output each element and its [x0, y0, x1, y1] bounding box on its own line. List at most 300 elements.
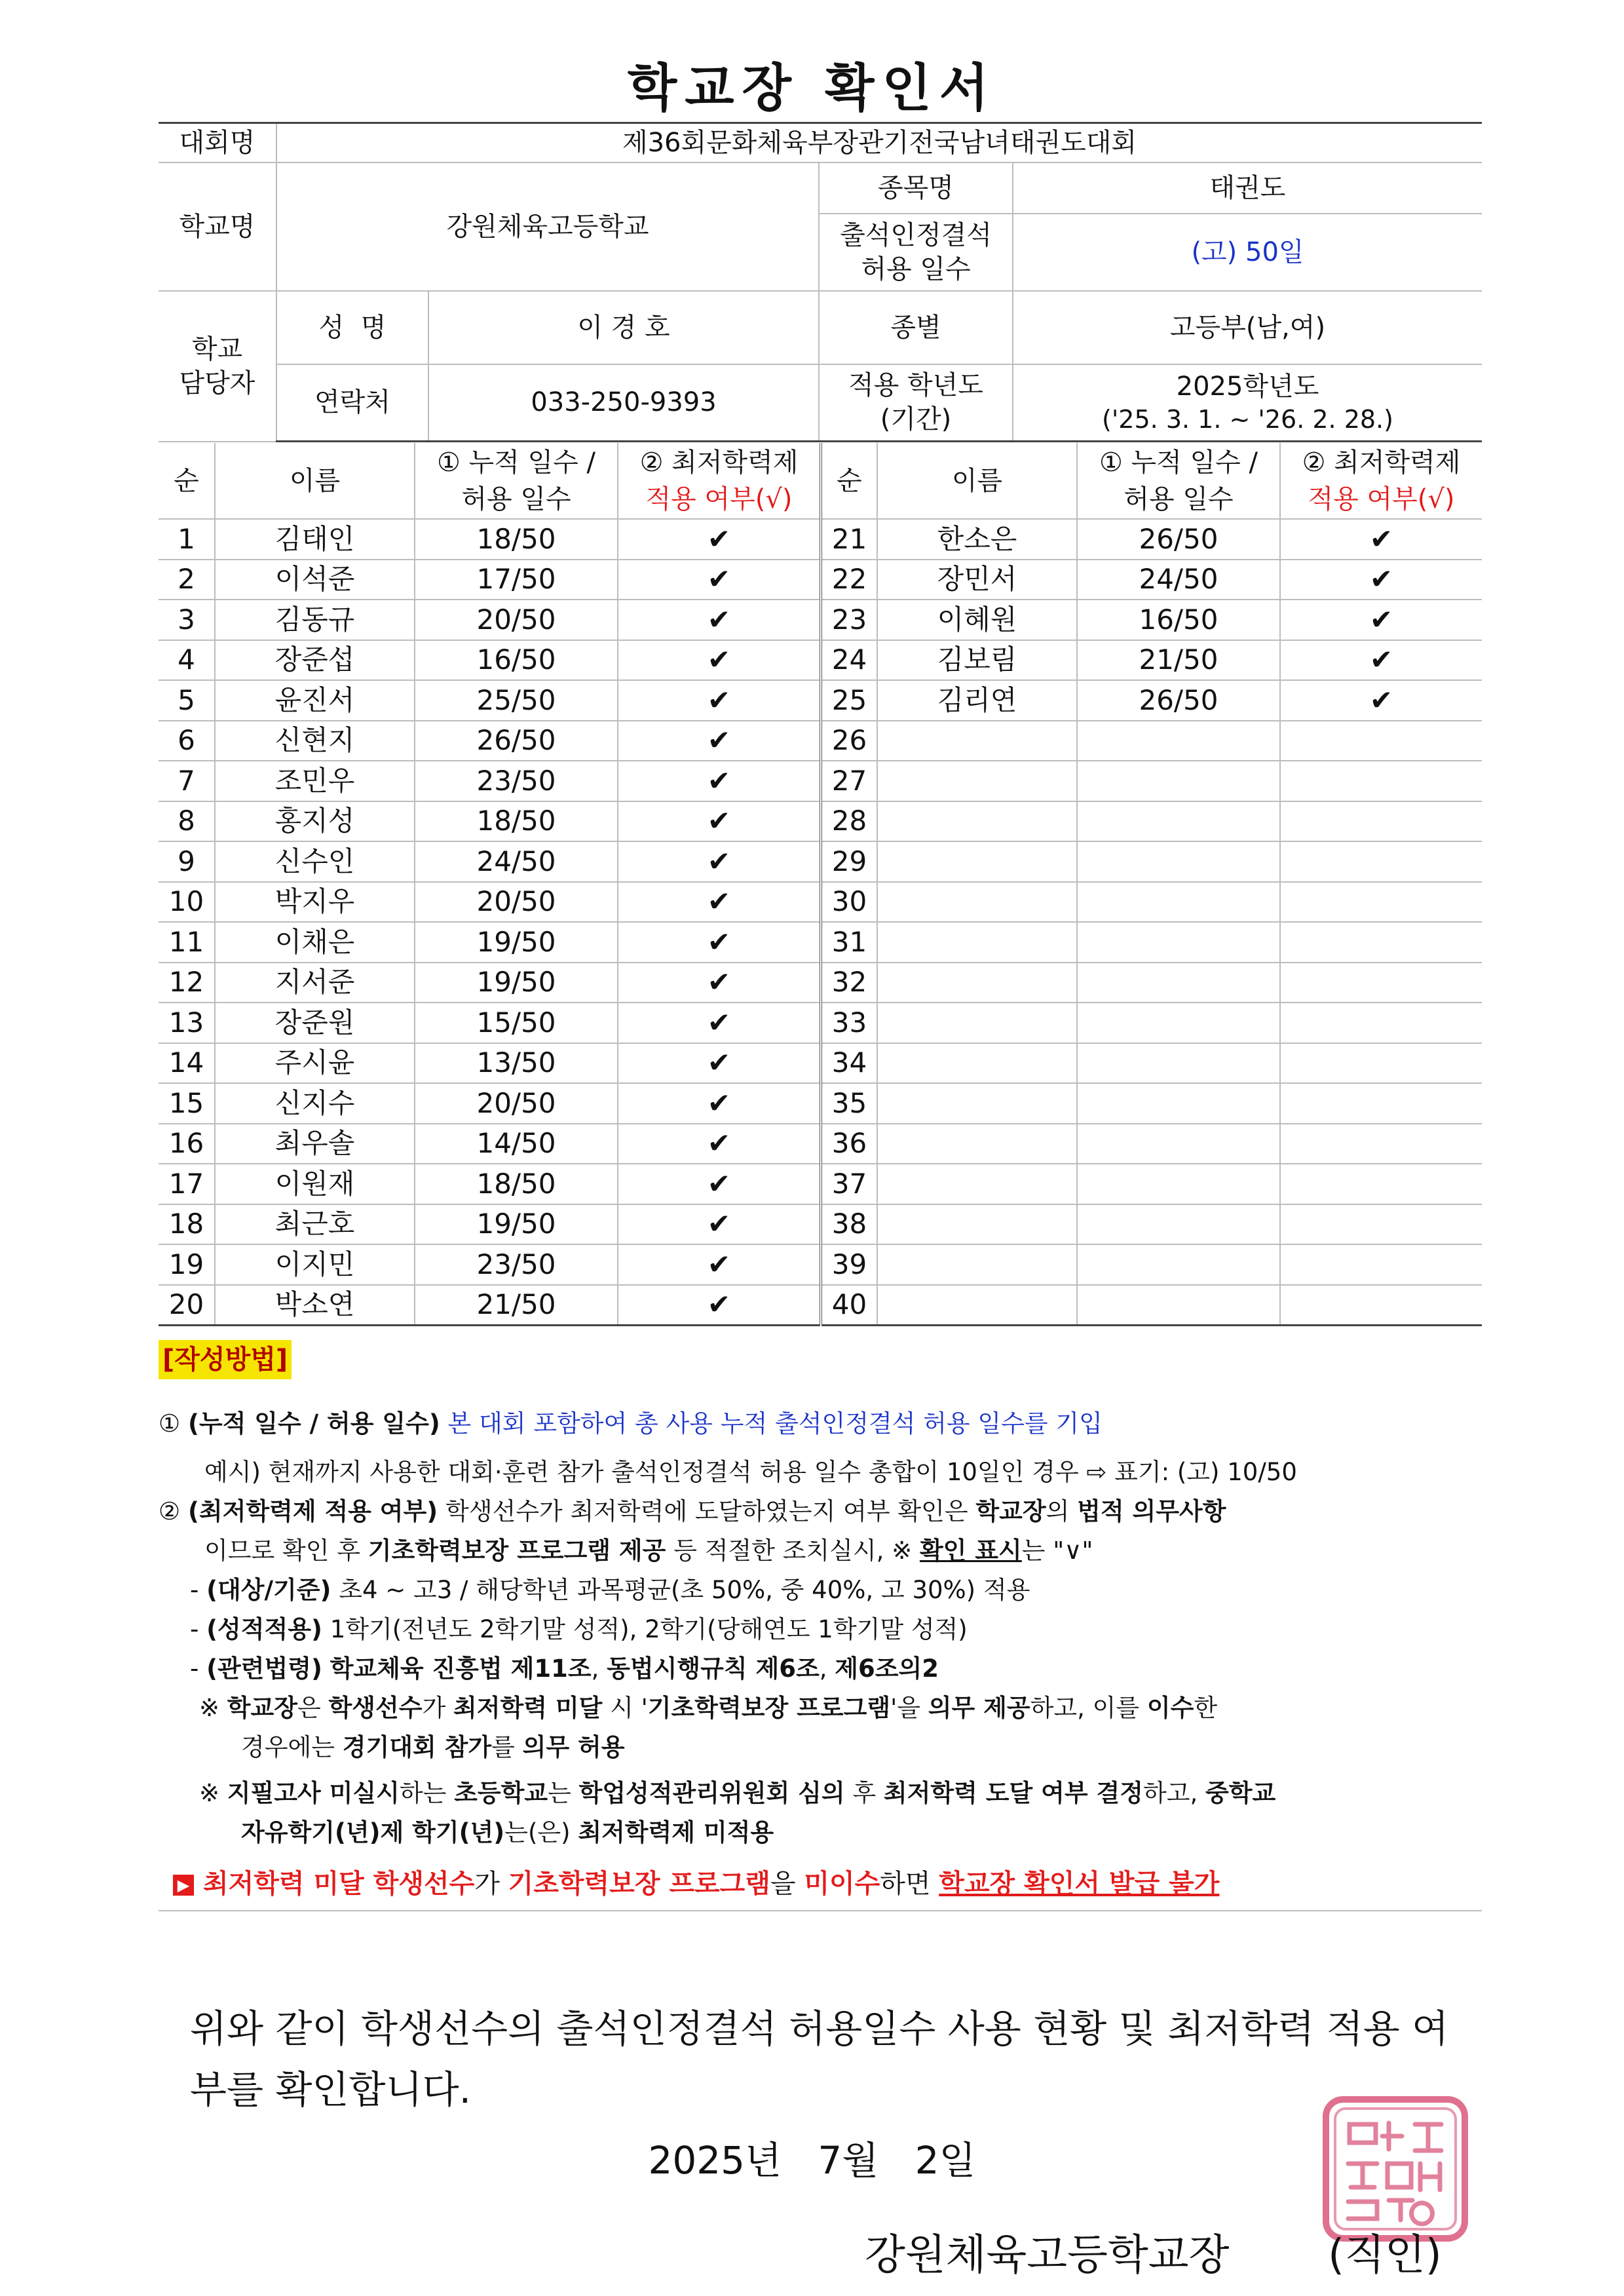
info-table [159, 122, 1482, 442]
note2-f: 후 [852, 1779, 877, 1807]
sub3-b3: 제6조의2 [835, 1655, 939, 1683]
sub3-b2: 동법시행규칙 제6조 [607, 1655, 820, 1683]
roster-days: 23/50 [415, 1244, 618, 1285]
roster-name-2 [877, 1244, 1077, 1285]
division-value: 고등부(남,여) [1013, 291, 1482, 364]
header-days-2-line2: 허용 일수 [1124, 484, 1234, 514]
header-no-2: 순 [821, 443, 877, 519]
roster-name-2 [877, 1124, 1077, 1164]
roster-check: ✔ [618, 801, 821, 842]
roster-check-2 [1280, 963, 1482, 1003]
method-sub1: - (대상/기준) 초4 ~ 고3 / 해당학년 과목평균(초 50%, 중 40%, 고 30%) 적용 [190, 1576, 1030, 1604]
absence-value: (고) 50일 [1013, 214, 1482, 291]
note1-c: 학생선수 [328, 1694, 423, 1722]
header-days-2 [1077, 443, 1280, 519]
roster-no-2: 23 [821, 600, 877, 640]
table-row [159, 1244, 1482, 1285]
roster-no-2: 29 [821, 841, 877, 882]
note2-a: 지필고사 미실시 [227, 1779, 400, 1807]
note2-line2-a: 자유학기(년)제 학기(년) [241, 1818, 505, 1846]
event-label: 종목명 [819, 163, 1013, 214]
roster-days: 19/50 [415, 963, 618, 1003]
roster-check: ✔ [618, 1003, 821, 1043]
roster-days-2 [1077, 1285, 1280, 1326]
item1-example: 예시) 현재까지 사용한 대회·훈련 참가 출석인정결석 허용 일수 총합이 10일인 경우 ⇨ 표기: (고) 10/50 [204, 1458, 1297, 1486]
absence-label [819, 214, 1013, 291]
absence-label-line2: 허용 일수 [861, 254, 971, 284]
roster-name: 신현지 [215, 721, 415, 761]
roster-no: 11 [159, 922, 215, 963]
roster-check-2 [1280, 1244, 1482, 1285]
roster-name-2 [877, 1285, 1077, 1326]
note2-d: 는 [548, 1779, 571, 1807]
roster-check: ✔ [618, 922, 821, 963]
header-name: 이름 [215, 443, 415, 519]
method-sub2: - (성적적용) 1학기(전년도 2학기말 성적), 2학기(당해연도 1학기말 성적) [190, 1615, 968, 1643]
roster-check: ✔ [618, 1124, 821, 1164]
manager-label [159, 291, 276, 442]
roster-check-2 [1280, 1164, 1482, 1204]
roster-days-2 [1077, 761, 1280, 801]
roster-check: ✔ [618, 600, 821, 640]
roster-no-2: 32 [821, 963, 877, 1003]
year-value-line1: 2025학년도 [1176, 371, 1319, 402]
table-row [159, 519, 1482, 560]
roster-name: 김동규 [215, 600, 415, 640]
roster-name: 홍지성 [215, 801, 415, 842]
year-label-line1: 적용 학년도 [848, 370, 983, 401]
roster-check-2: ✔ [1280, 600, 1482, 640]
roster-name: 신지수 [215, 1083, 415, 1124]
note1-line2-a: 경우에는 [241, 1733, 335, 1761]
roster-name: 장준원 [215, 1003, 415, 1043]
roster-days: 17/50 [415, 560, 618, 600]
roster-check: ✔ [618, 841, 821, 882]
sub3-b1: 학교체육 진흥법 제11조 [330, 1655, 592, 1683]
roster-check-2 [1280, 1124, 1482, 1164]
roster-check-2 [1280, 1083, 1482, 1124]
roster-no: 13 [159, 1003, 215, 1043]
roster-name: 이석준 [215, 560, 415, 600]
roster-no: 14 [159, 1043, 215, 1084]
header-min-2 [1280, 443, 1482, 519]
roster-header-row [159, 443, 1482, 519]
roster-days-2 [1077, 841, 1280, 882]
item2-line2-a: 이므로 확인 후 [204, 1537, 360, 1565]
roster-no-2: 28 [821, 801, 877, 842]
roster-no: 3 [159, 600, 215, 640]
table-row [159, 841, 1482, 882]
roster-no-2: 40 [821, 1285, 877, 1326]
roster-check: ✔ [618, 963, 821, 1003]
roster-check: ✔ [618, 882, 821, 923]
warn-c: 기초학력보장 프로그램 [508, 1869, 770, 1899]
roster-no-2: 37 [821, 1164, 877, 1204]
warn-e: 미이수 [804, 1869, 880, 1899]
roster-name-2 [877, 1164, 1077, 1204]
roster-name-2: 장민서 [877, 560, 1077, 600]
competition-value: 제36회문화체육부장관기전국남녀태권도대회 [276, 123, 1482, 163]
item1-bold: (누적 일수 / 허용 일수) [187, 1409, 440, 1438]
manager-label-line1: 학교 [191, 334, 243, 364]
header-days [415, 443, 618, 519]
roster-no-2: 25 [821, 680, 877, 721]
roster-check: ✔ [618, 680, 821, 721]
year-value [1013, 364, 1482, 442]
header-min [618, 443, 821, 519]
table-row [159, 761, 1482, 801]
roster-days: 14/50 [415, 1124, 618, 1164]
note2-c: 초등학교 [454, 1779, 548, 1807]
method-warning [173, 1864, 1219, 1904]
roster-check: ✔ [618, 1204, 821, 1245]
school-value: 강원체육고등학교 [276, 163, 819, 291]
roster-days: 18/50 [415, 519, 618, 560]
roster-check-2: ✔ [1280, 519, 1482, 560]
roster-check: ✔ [618, 560, 821, 600]
warn-a: 최저학력 미달 학생선수 [203, 1869, 475, 1899]
roster-name: 윤진서 [215, 680, 415, 721]
roster-name-2 [877, 841, 1077, 882]
note2-line2-b: 는(은) [504, 1818, 571, 1846]
note1-line2-b: 경기대회 참가 [342, 1733, 492, 1761]
roster-days: 20/50 [415, 1083, 618, 1124]
table-row [159, 721, 1482, 761]
roster-days: 20/50 [415, 600, 618, 640]
roster-days-2: 24/50 [1077, 560, 1280, 600]
table-row [159, 560, 1482, 600]
roster-no-2: 34 [821, 1043, 877, 1084]
roster-days-2 [1077, 1083, 1280, 1124]
roster-days-2: 16/50 [1077, 600, 1280, 640]
header-min-2-line1: ② 최저학력제 [1302, 447, 1461, 478]
item2-line2-bold: 기초학력보장 프로그램 제공 [368, 1537, 666, 1565]
note1-g: 기초학력보장 프로그램 [647, 1694, 891, 1722]
note1-d: 가 [422, 1694, 446, 1722]
contact-label: 연락처 [276, 364, 428, 442]
roster-name-2 [877, 963, 1077, 1003]
roster-name: 최근호 [215, 1204, 415, 1245]
event-value: 태권도 [1013, 163, 1482, 214]
warn-b: 가 [474, 1869, 500, 1899]
roster-no: 15 [159, 1083, 215, 1124]
roster-no: 4 [159, 640, 215, 681]
header-min-line2: 적용 여부(√) [645, 484, 793, 514]
table-row [159, 600, 1482, 640]
table-row [159, 1003, 1482, 1043]
roster-days: 21/50 [415, 1285, 618, 1326]
roster-table [159, 443, 1482, 1326]
roster-no-2: 35 [821, 1083, 877, 1124]
warn-d: 을 [770, 1869, 796, 1899]
roster-days-2 [1077, 1043, 1280, 1084]
note1-e: 최저학력 미달 [453, 1694, 603, 1722]
roster-name-2 [877, 1043, 1077, 1084]
method-note2-line2 [241, 1814, 774, 1851]
note2-b: 하는 [399, 1779, 447, 1807]
seal-label: (직인) [1328, 2231, 1442, 2280]
roster-no-2: 36 [821, 1124, 877, 1164]
method-tag: [작성방법] [159, 1340, 292, 1379]
roster-name: 장준섭 [215, 640, 415, 681]
sub2-text: 1학기(전년도 2학기말 성적), 2학기(당해연도 1학기말 성적) [330, 1615, 968, 1643]
method-sub3: - (관련법령) 학교체육 진흥법 제11조, 동법시행규칙 제6조, 제6조의2 [190, 1655, 939, 1683]
table-row [159, 882, 1482, 923]
roster-days: 20/50 [415, 882, 618, 923]
roster-name-2 [877, 1003, 1077, 1043]
roster-check-2 [1280, 1285, 1482, 1326]
roster-check: ✔ [618, 640, 821, 681]
year-label-line2: (기간) [880, 404, 952, 435]
header-no: 순 [159, 443, 215, 519]
warning-arrow-icon: ▶ [173, 1875, 194, 1896]
roster-check-2 [1280, 841, 1482, 882]
table-row [159, 640, 1482, 681]
roster-name-2 [877, 1204, 1077, 1245]
item2-bold-b: 학교장 [975, 1497, 1046, 1525]
method-item2 [159, 1493, 1226, 1530]
warn-f: 하면 [880, 1869, 931, 1899]
section-divider [159, 1910, 1482, 1911]
warn-g: 학교장 확인서 발급 불가 [939, 1869, 1220, 1899]
note1-b: 은 [297, 1694, 321, 1722]
roster-days-2 [1077, 963, 1280, 1003]
roster-name-2: 김리연 [877, 680, 1077, 721]
table-row [159, 922, 1482, 963]
roster-no: 1 [159, 519, 215, 560]
roster-check: ✔ [618, 1285, 821, 1326]
header-days-line1: ① 누적 일수 / [436, 447, 596, 478]
roster-name: 박지우 [215, 882, 415, 923]
table-row [159, 1043, 1482, 1084]
roster-no: 16 [159, 1124, 215, 1164]
roster-name: 박소연 [215, 1285, 415, 1326]
roster-no-2: 39 [821, 1244, 877, 1285]
roster-days: 16/50 [415, 640, 618, 681]
table-row [159, 1204, 1482, 1245]
school-label: 학교명 [159, 163, 276, 291]
method-item1 [159, 1406, 1103, 1442]
roster-check-2 [1280, 761, 1482, 801]
roster-name-2 [877, 761, 1077, 801]
table-row [159, 1083, 1482, 1124]
item2-text-a: 학생선수가 최저학력에 도달하였는지 여부 확인은 [445, 1497, 968, 1525]
year-value-line2: ('25. 3. 1. ~ '26. 2. 28.) [1102, 404, 1393, 434]
division-label: 종별 [819, 291, 1013, 364]
roster-no-2: 38 [821, 1204, 877, 1245]
roster-no: 19 [159, 1244, 215, 1285]
roster-name: 지서준 [215, 963, 415, 1003]
table-row [159, 963, 1482, 1003]
roster-no-2: 22 [821, 560, 877, 600]
note1-f: 시 ' [610, 1694, 648, 1722]
method-note2: ※ 지필고사 미실시하는 초등학교는 학업성적관리위원회 심의 후 최저학력 도달 여부 결정하고, 중학교 [199, 1779, 1276, 1807]
roster-check-2 [1280, 922, 1482, 963]
issue-date: 2025년 7월 2일 [648, 2138, 976, 2183]
roster-name: 이원재 [215, 1164, 415, 1204]
roster-days-2 [1077, 1003, 1280, 1043]
roster-no: 2 [159, 560, 215, 600]
roster-no: 12 [159, 963, 215, 1003]
roster-name-2 [877, 882, 1077, 923]
roster-body [159, 443, 1482, 1326]
roster-check-2 [1280, 1043, 1482, 1084]
roster-days-2: 26/50 [1077, 680, 1280, 721]
roster-days-2 [1077, 1244, 1280, 1285]
roster-no: 10 [159, 882, 215, 923]
table-row [159, 801, 1482, 842]
note1-j: 하고, 이를 [1030, 1694, 1140, 1722]
roster-no: 9 [159, 841, 215, 882]
roster-no-2: 31 [821, 922, 877, 963]
roster-check-2 [1280, 1003, 1482, 1043]
roster-days-2 [1077, 1164, 1280, 1204]
roster-name: 조민우 [215, 761, 415, 801]
roster-check-2 [1280, 882, 1482, 923]
table-row [159, 1285, 1482, 1326]
roster-no-2: 21 [821, 519, 877, 560]
header-days-line2: 허용 일수 [461, 484, 571, 514]
roster-name-2 [877, 801, 1077, 842]
roster-check-2 [1280, 1204, 1482, 1245]
note1-k: 이수 [1146, 1694, 1194, 1722]
roster-name: 주시윤 [215, 1043, 415, 1084]
roster-name: 이채은 [215, 922, 415, 963]
roster-days: 25/50 [415, 680, 618, 721]
roster-check: ✔ [618, 1164, 821, 1204]
roster-days-2 [1077, 1124, 1280, 1164]
roster-no: 17 [159, 1164, 215, 1204]
principal-name: 강원체육고등학교장 [865, 2231, 1230, 2280]
roster-no-2: 24 [821, 640, 877, 681]
note2-line2-c: 최저학력제 미적용 [578, 1818, 774, 1846]
absence-label-line1: 출석인정결석 [840, 220, 992, 250]
roster-days: 23/50 [415, 761, 618, 801]
sub1-text: 초4 ~ 고3 / 해당학년 과목평균(초 50%, 중 40%, 고 30%) 적용 [339, 1576, 1030, 1604]
roster-days: 18/50 [415, 801, 618, 842]
item2-line2-b: 등 적절한 조치실시, ※ [673, 1537, 913, 1565]
roster-name: 김태인 [215, 519, 415, 560]
principal-signature [865, 2221, 1442, 2282]
roster-no: 5 [159, 680, 215, 721]
roster-days: 13/50 [415, 1043, 618, 1084]
roster-no-2: 33 [821, 1003, 877, 1043]
item1-text: 본 대회 포함하여 총 사용 누적 출석인정결석 허용 일수를 기입 [447, 1409, 1103, 1438]
note2-g: 최저학력 도달 여부 결정 [883, 1779, 1143, 1807]
roster-name-2 [877, 922, 1077, 963]
sub3-bold: (관련법령) [206, 1655, 322, 1683]
roster-no: 7 [159, 761, 215, 801]
roster-check: ✔ [618, 761, 821, 801]
note1-a: 학교장 [227, 1694, 297, 1722]
roster-no: 18 [159, 1204, 215, 1245]
method-note1-line2 [241, 1729, 624, 1766]
roster-no: 8 [159, 801, 215, 842]
roster-name: 최우솔 [215, 1124, 415, 1164]
method-item2-line2 [204, 1533, 1093, 1569]
header-min-2-line2: 적용 여부(√) [1308, 484, 1455, 514]
roster-no-2: 26 [821, 721, 877, 761]
item2-bold-d: 법적 의무사항 [1077, 1497, 1226, 1525]
roster-check-2: ✔ [1280, 680, 1482, 721]
manager-label-line2: 담당자 [179, 368, 255, 398]
contact-value: 033-250-9393 [428, 364, 819, 442]
roster-name: 신수인 [215, 841, 415, 882]
note1-line2-c: 를 [491, 1733, 515, 1761]
table-row [159, 1164, 1482, 1204]
roster-check-2: ✔ [1280, 640, 1482, 681]
competition-label: 대회명 [159, 123, 276, 163]
name-value: 이 경 호 [428, 291, 819, 364]
roster-name-2: 김보림 [877, 640, 1077, 681]
name-label: 성 명 [276, 291, 428, 364]
roster-days: 19/50 [415, 922, 618, 963]
note2-e: 학업성적관리위원회 심의 [578, 1779, 845, 1807]
roster-days-2 [1077, 801, 1280, 842]
roster-check: ✔ [618, 1244, 821, 1285]
roster-days-2 [1077, 1204, 1280, 1245]
roster-days-2: 21/50 [1077, 640, 1280, 681]
roster-check: ✔ [618, 1083, 821, 1124]
roster-name: 이지민 [215, 1244, 415, 1285]
roster-check-2 [1280, 801, 1482, 842]
roster-days: 15/50 [415, 1003, 618, 1043]
header-min-line1: ② 최저학력제 [639, 447, 799, 478]
roster-days-2 [1077, 721, 1280, 761]
header-days-2-line1: ① 누적 일수 / [1099, 447, 1258, 478]
item2-bold: (최저학력제 적용 여부) [187, 1497, 438, 1525]
item2-num: ② [159, 1497, 181, 1525]
roster-no: 6 [159, 721, 215, 761]
method-note1: ※ 학교장은 학생선수가 최저학력 미달 시 '기초학력보장 프로그램'을 의무 제공하고, 이를 이수한 [199, 1694, 1218, 1722]
item2-text-c: 의 [1046, 1497, 1070, 1525]
roster-no-2: 27 [821, 761, 877, 801]
roster-name-2: 한소은 [877, 519, 1077, 560]
roster-days: 24/50 [415, 841, 618, 882]
confirmation-statement: 위와 같이 학생선수의 출석인정결석 허용일수 사용 현황 및 최저학력 적용 여부를 확인합니다. [190, 2006, 1449, 2112]
roster-check-2 [1280, 721, 1482, 761]
year-label [819, 364, 1013, 442]
note2-i: 중학교 [1205, 1779, 1276, 1807]
roster-no-2: 30 [821, 882, 877, 923]
roster-check: ✔ [618, 519, 821, 560]
roster-name-2 [877, 1083, 1077, 1124]
roster-name-2 [877, 721, 1077, 761]
note1-line2-d: 의무 허용 [522, 1733, 625, 1761]
item1-num: ① [159, 1409, 181, 1438]
roster-days-2 [1077, 882, 1280, 923]
table-row [159, 680, 1482, 721]
roster-days: 18/50 [415, 1164, 618, 1204]
header-name-2: 이름 [877, 443, 1077, 519]
roster-days-2 [1077, 922, 1280, 963]
note1-l: 한 [1194, 1694, 1218, 1722]
sub2-bold: (성적적용) [206, 1615, 322, 1643]
item2-line2-c: 는 "∨" [1021, 1537, 1093, 1565]
note1-h: '을 [890, 1694, 921, 1722]
roster-days: 26/50 [415, 721, 618, 761]
roster-check-2: ✔ [1280, 560, 1482, 600]
roster-days: 19/50 [415, 1204, 618, 1245]
method-tag-wrap [159, 1340, 292, 1379]
roster-name-2: 이혜원 [877, 600, 1077, 640]
document-title: 학교장 확인서 [627, 59, 997, 118]
note2-h: 하고, [1142, 1779, 1198, 1807]
sub1-bold: (대상/기준) [206, 1576, 331, 1604]
table-row [159, 1124, 1482, 1164]
item2-line2-bold2: 확인 표시 [919, 1537, 1022, 1565]
roster-check: ✔ [618, 1043, 821, 1084]
